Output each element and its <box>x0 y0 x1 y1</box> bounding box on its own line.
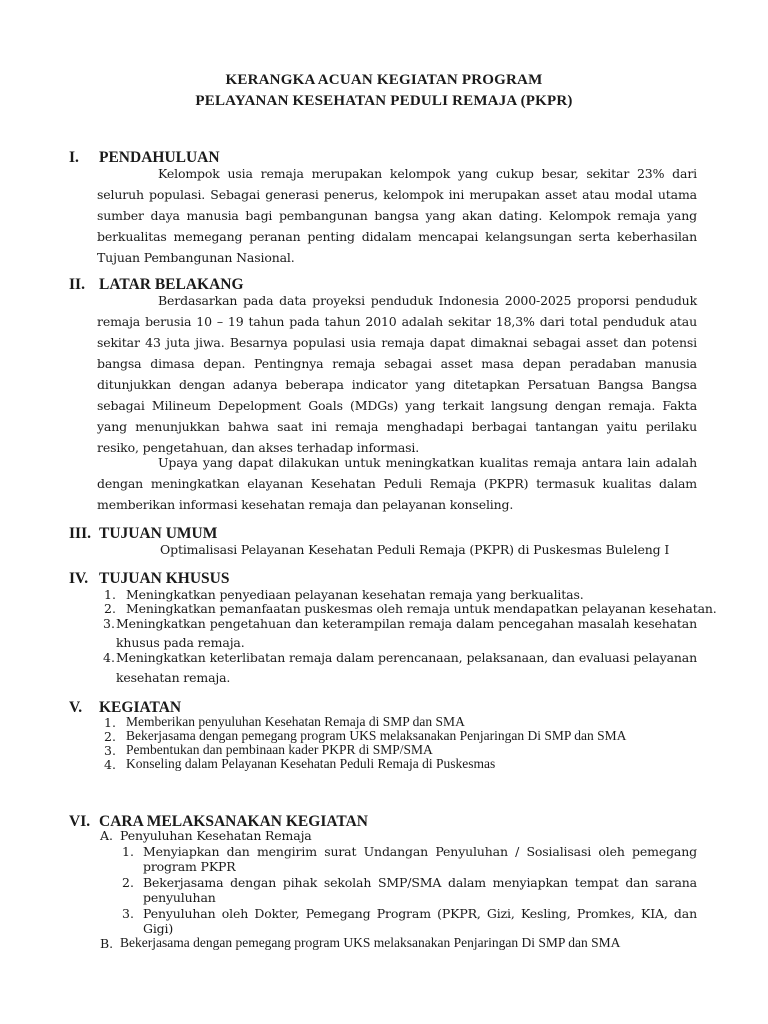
list-item-continuation: penyuluhan <box>143 890 216 905</box>
section-heading-tujuan-khusus <box>69 570 229 588</box>
list-item: Meningkatkan pemanfaatan puskesmas oleh remaja untuk mendapatkan pelayanan kesehatan. <box>126 601 717 616</box>
paragraph-text: Kelompok usia remaja merupakan kelompok yang cukup besar, sekitar 23% dari seluruh populasi. Sebagai generasi penerus, kelompok ini merupakan asset atau modal utama sumber daya manusia bagi pembangunan bangsa yang akan dating. Kelompok remaja yang berkualitas memegang peranan penting didalam mencapai kelangsungan serta keberhasilan Tujuan Pembangunan Nasional. <box>97 166 697 265</box>
list-number: 4. <box>103 650 115 665</box>
list-number: 2. <box>104 729 116 744</box>
list-item: Meningkatkan keterlibatan remaja dalam perencanaan, pelaksanaan, dan evaluasi pelayanan <box>116 650 697 665</box>
tujuan-umum-text: Optimalisasi Pelayanan Kesehatan Peduli Remaja (PKPR) di Puskesmas Buleleng I <box>160 542 670 557</box>
section-number: V. <box>69 699 83 716</box>
list-number: 3. <box>103 616 115 631</box>
list-item-continuation: program PKPR <box>143 859 236 874</box>
section-number: I. <box>69 149 79 166</box>
list-item: Menyiapkan dan mengirim surat Undangan Penyuluhan / Sosialisasi oleh pemegang <box>143 844 697 859</box>
section-title: TUJUAN UMUM <box>99 525 218 542</box>
list-number: 2. <box>104 601 116 616</box>
section-title: CARA MELAKSANAKAN KEGIATAN <box>99 813 368 830</box>
list-item: Meningkatkan penyediaan pelayanan kesehatan remaja yang berkualitas. <box>126 587 584 602</box>
section-title: KEGIATAN <box>99 699 182 716</box>
section-number: II. <box>69 276 85 293</box>
list-item-continuation: khusus pada remaja. <box>116 635 245 650</box>
list-number: 2. <box>122 875 134 890</box>
sublist-label: A. <box>100 828 114 843</box>
sublist-title: Penyuluhan Kesehatan Remaja <box>120 828 312 843</box>
list-item: Meningkatkan pengetahuan dan keterampilan remaja dalam pencegahan masalah kesehatan <box>116 616 697 631</box>
document-title-line-2: PELAYANAN KESEHATAN PEDULI REMAJA (PKPR) <box>195 93 573 109</box>
list-item-continuation: Gigi) <box>143 921 174 936</box>
document-title-line-1: KERANGKA ACUAN KEGIATAN PROGRAM <box>225 72 543 88</box>
paragraph-text: Upaya yang dapat dilakukan untuk meningkatkan kualitas remaja antara lain adalah dengan meningkatkan elayanan Kesehatan Peduli Remaja (PKPR) termasuk kualitas dalam memberikan informasi kesehatan remaja dan pelayanan konseling. <box>97 455 697 512</box>
section-heading-tujuan-umum <box>69 525 217 543</box>
sublist-label: B. <box>100 936 114 951</box>
paragraph-text: Berdasarkan pada data proyeksi penduduk Indonesia 2000-2025 proporsi penduduk remaja berusia 10 – 19 tahun pada tahun 2010 adalah sekitar 18,3% dari total penduduk atau sekitar 43 juta jiwa. Besarnya populasi usia remaja dapat dimaknai sebagai asset dan potensi bangsa dimasa depan. Pentingnya remaja sebagai asset masa depan peradaban manusia ditunjukkan dengan adanya beberapa indicator yang ditetapkan Persatuan Bangsa Bangsa sebagai Milineum Depelopment Goals (MDGs) yang terkait langsung dengan remaja. Fakta yang menunjukkan bahwa saat ini remaja menghadapi berbagai tantangan yaitu perilaku resiko, pengetahuan, dan akses terhadap informasi. <box>97 293 697 455</box>
list-number: 1. <box>104 715 116 730</box>
section-number: IV. <box>69 570 89 587</box>
section-number: III. <box>69 525 91 542</box>
list-number: 4. <box>104 757 116 772</box>
sublist-title: Bekerjasama dengan pemegang program UKS melaksanakan Penjaringan Di SMP dan SMA <box>120 935 621 950</box>
list-item: Bekerjasama dengan pemegang program UKS melaksanakan Penjaringan Di SMP dan SMA <box>126 728 627 743</box>
pendahuluan-paragraph <box>97 163 697 268</box>
list-item: Konseling dalam Pelayanan Kesehatan Peduli Remaja di Puskesmas <box>126 756 496 771</box>
list-item-continuation: kesehatan remaja. <box>116 670 231 685</box>
latar-belakang-paragraph-2 <box>97 452 697 515</box>
list-number: 1. <box>122 844 134 859</box>
list-item: Penyuluhan oleh Dokter, Pemegang Program (PKPR, Gizi, Kesling, Promkes, KIA, dan <box>143 906 697 921</box>
list-item: Memberikan penyuluhan Kesehatan Remaja di SMP dan SMA <box>126 714 465 729</box>
section-number: VI. <box>69 813 91 830</box>
list-item: Bekerjasama dengan pihak sekolah SMP/SMA dalam menyiapkan tempat dan sarana <box>143 875 697 890</box>
section-title: TUJUAN KHUSUS <box>99 570 230 587</box>
section-title: LATAR BELAKANG <box>99 276 244 293</box>
list-number: 1. <box>104 587 116 602</box>
section-title: PENDAHULUAN <box>99 149 220 166</box>
latar-belakang-paragraph-1 <box>97 290 697 458</box>
list-item: Pembentukan dan pembinaan kader PKPR di SMP/SMA <box>126 742 433 757</box>
list-number: 3. <box>104 743 116 758</box>
list-number: 3. <box>122 906 134 921</box>
